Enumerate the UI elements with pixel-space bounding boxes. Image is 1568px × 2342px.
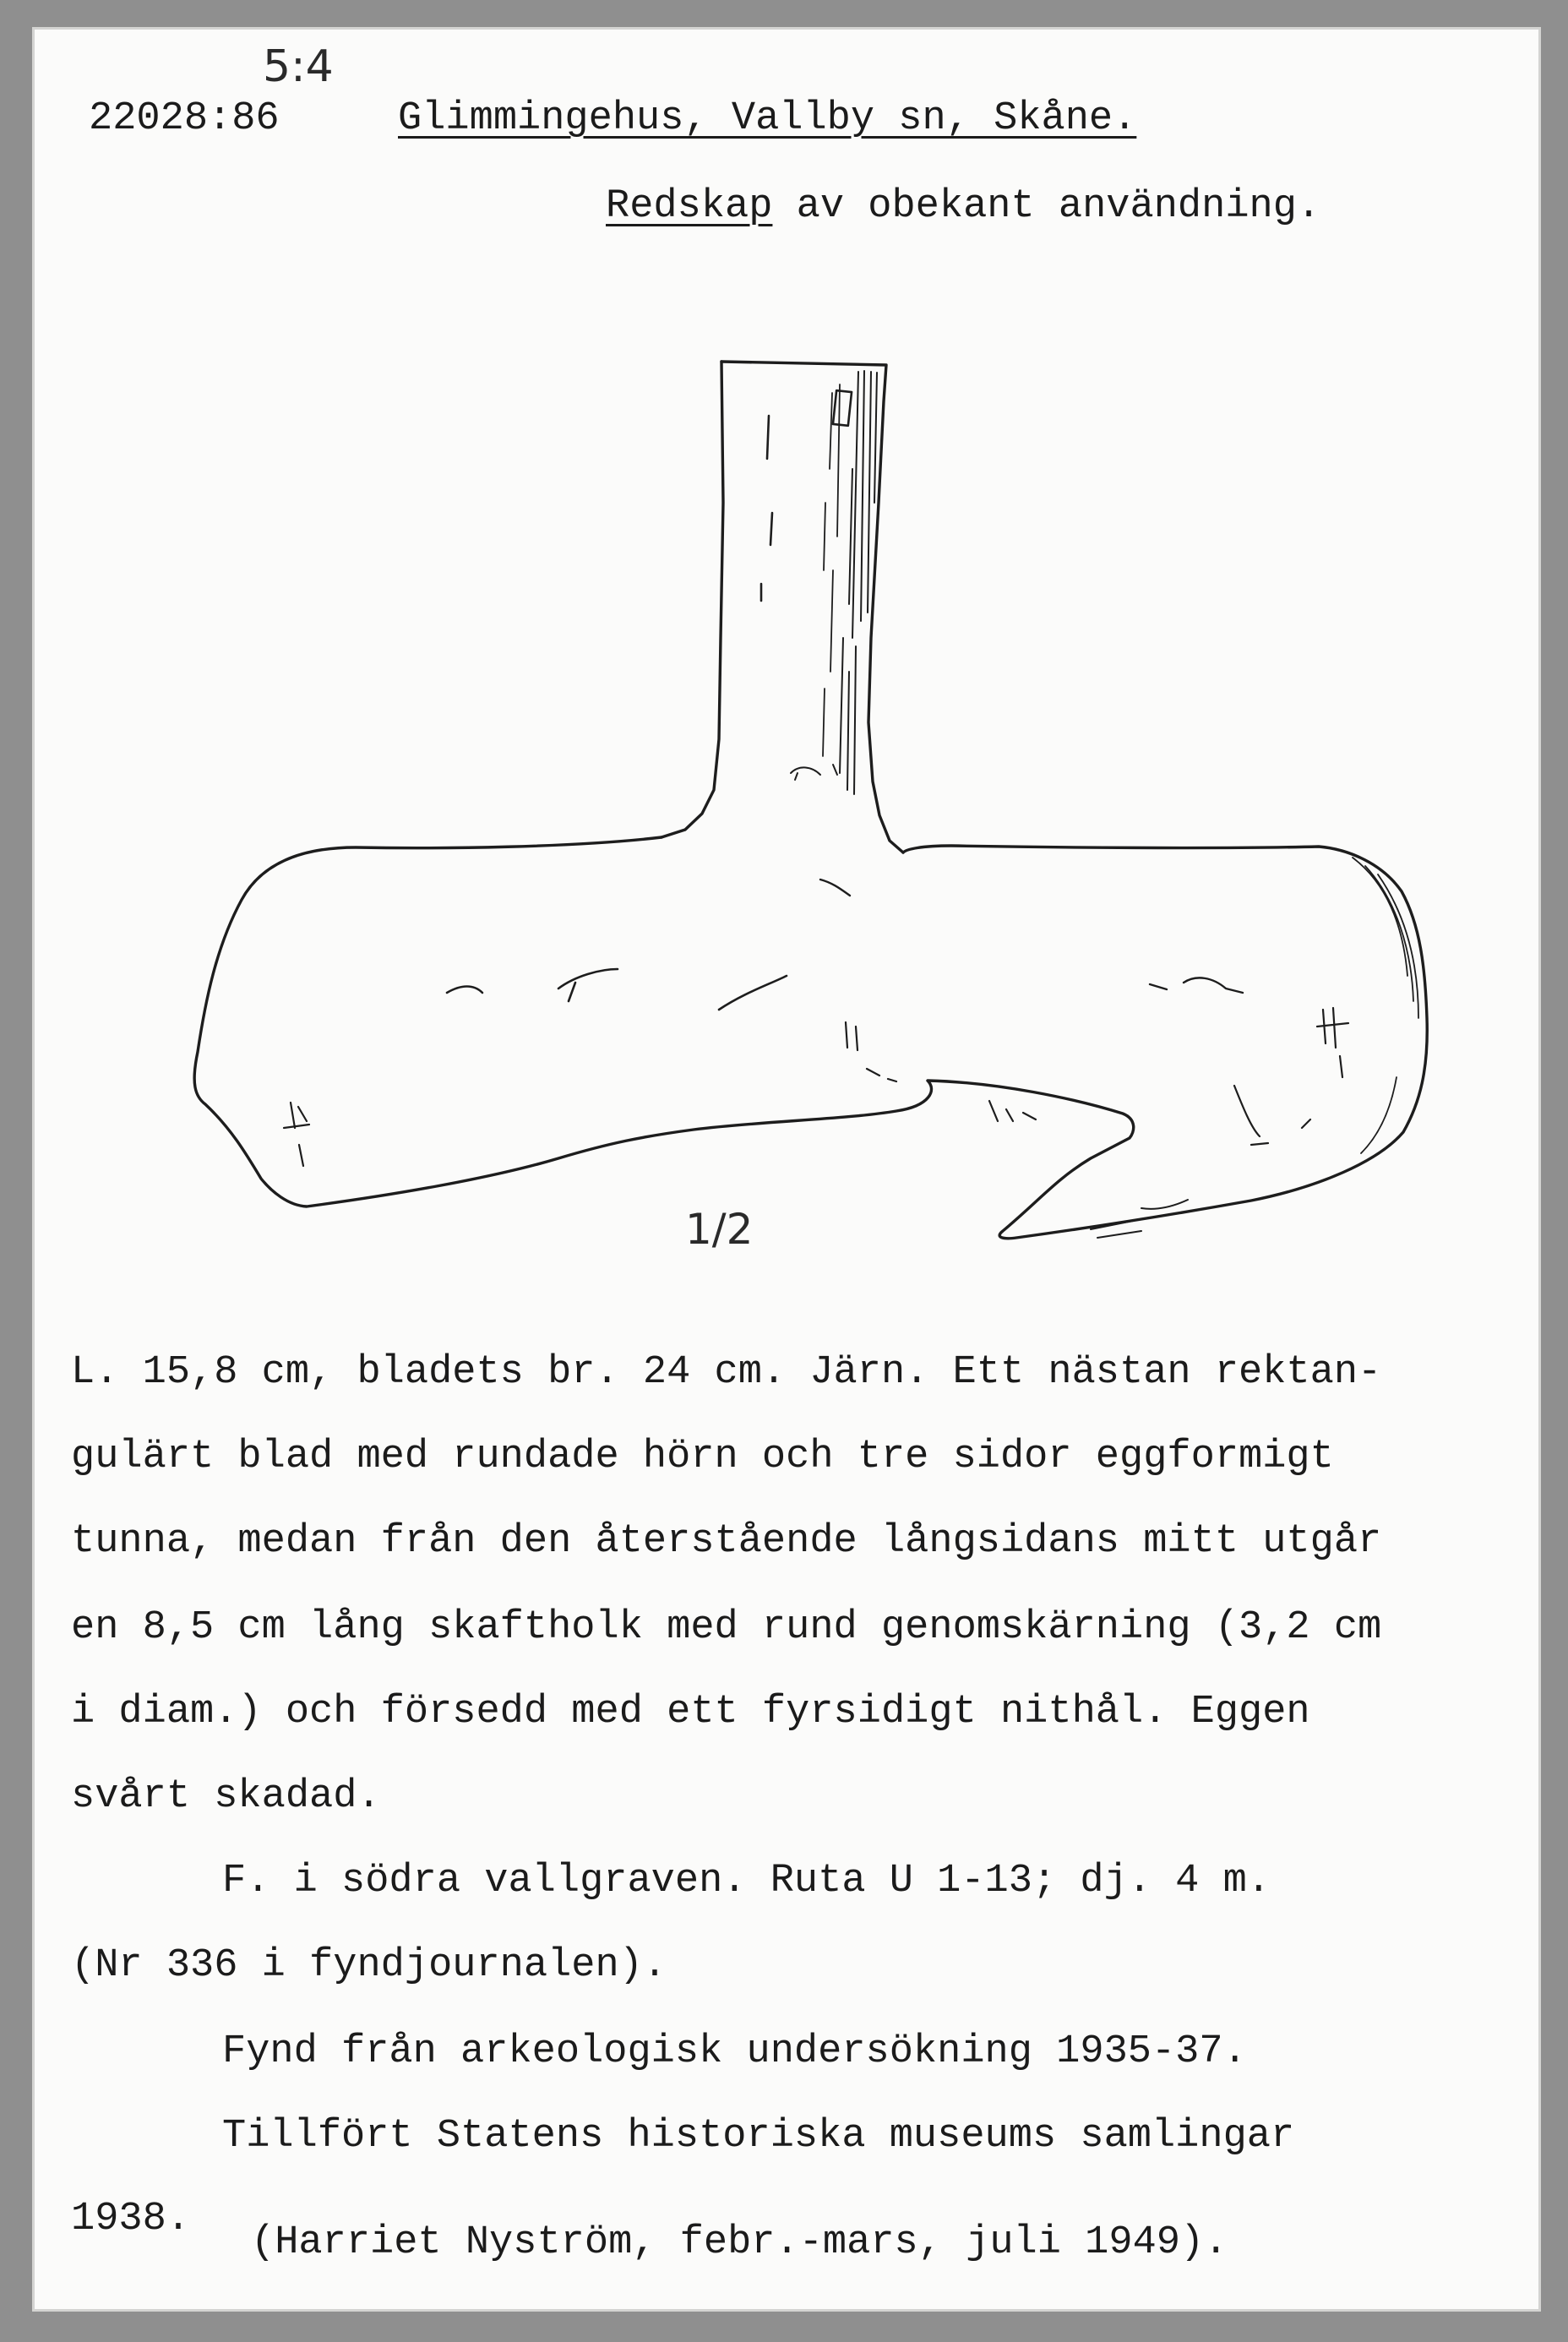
description-line-6: svårt skadad. xyxy=(71,1774,381,1819)
find-journal-note: (Nr 336 i fyndjournalen). xyxy=(71,1943,667,1988)
blade-outline xyxy=(194,837,1427,1239)
object-title-rest: av obekant användning. xyxy=(772,184,1321,229)
description-line-3: tunna, medan från den återstående långsidans mitt utgår xyxy=(71,1519,1382,1564)
handwritten-reference: 5:4 xyxy=(263,41,334,92)
site-location: Glimmingehus, Vallby sn, Skåne. xyxy=(398,96,1137,141)
shaft-left-edge xyxy=(662,362,723,837)
description-line-2: gulärt blad med rundade hörn och tre sidor eggformigt xyxy=(71,1435,1334,1479)
excavation-note: Fynd från arkeologisk undersökning 1935-37. xyxy=(222,2029,1247,2074)
find-location-note: F. i södra vallgraven. Ruta U 1-13; dj. 4 m. xyxy=(222,1859,1271,1904)
museum-year: 1938. xyxy=(71,2197,191,2241)
object-title: Redskap xyxy=(606,184,773,229)
description-line-4: en 8,5 cm lång skaftholk med rund genomskärning (3,2 cm xyxy=(71,1605,1382,1650)
author-note: (Harriet Nyström, febr.-mars, juli 1949). xyxy=(251,2220,1228,2265)
description-line-1: L. 15,8 cm, bladets br. 24 cm. Järn. Ett nästan rektan- xyxy=(71,1350,1382,1395)
description-line-5: i diam.) och försedd med ett fyrsidigt nithål. Eggen xyxy=(71,1690,1310,1735)
catalog-card xyxy=(32,27,1541,2312)
museum-note: Tillfört Statens historiska museums samlingar xyxy=(222,2114,1295,2159)
tool-drawing xyxy=(35,30,1544,1348)
scale-note: 1/2 xyxy=(685,1205,754,1254)
catalog-number: 22028:86 xyxy=(89,96,280,141)
